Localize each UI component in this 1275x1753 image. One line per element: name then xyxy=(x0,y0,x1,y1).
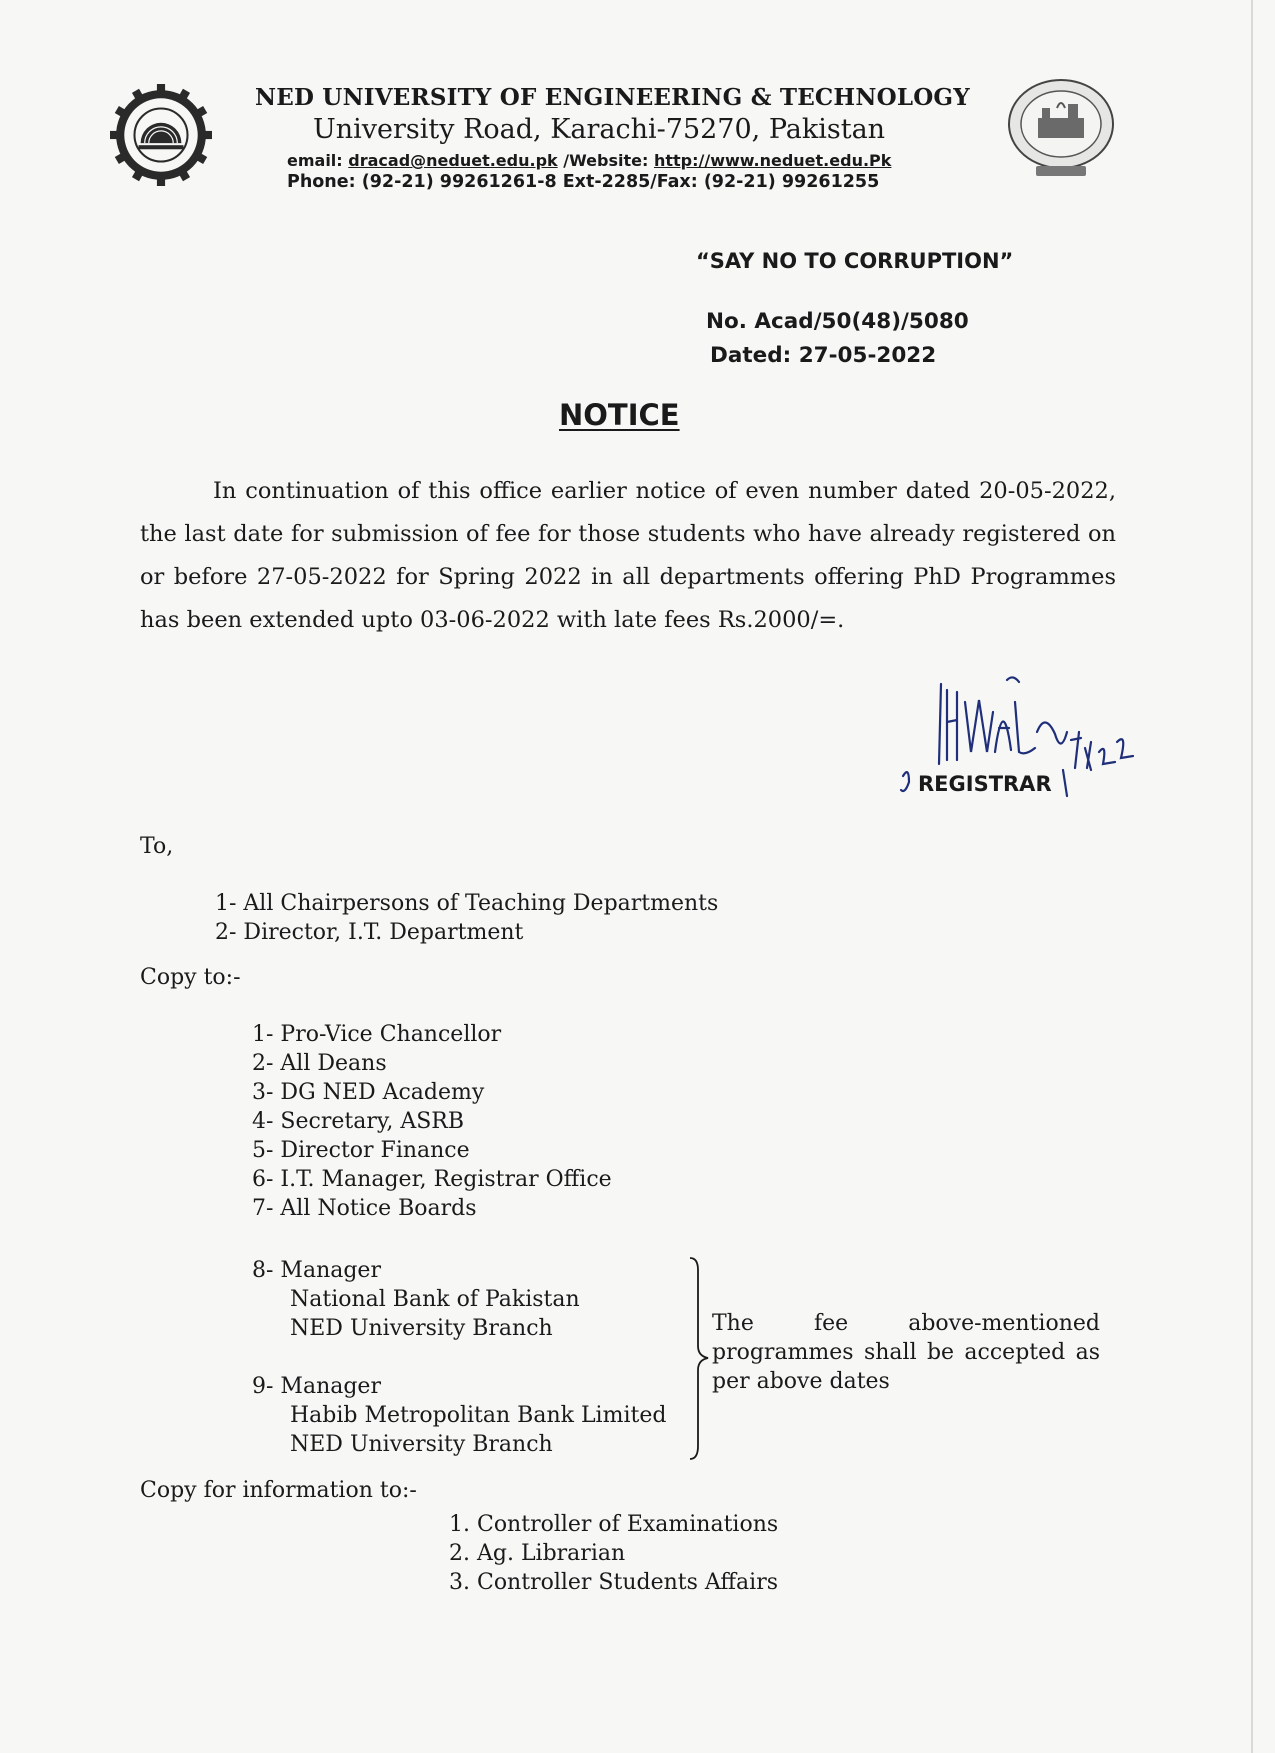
bracket-brace xyxy=(688,1256,714,1461)
list-item: 6- I.T. Manager, Registrar Office xyxy=(252,1167,612,1192)
reference-number: No. Acad/50(48)/5080 xyxy=(706,309,969,334)
copy-to-list xyxy=(252,1020,612,1223)
contact-line xyxy=(287,151,891,170)
list-item: 2- All Deans xyxy=(252,1051,387,1076)
university-address: University Road, Karachi-75270, Pakistan xyxy=(313,114,886,145)
to-label: To, xyxy=(140,834,174,859)
email-link[interactable]: dracad@neduet.edu.pk xyxy=(348,151,558,170)
list-item: 1. Controller of Examinations xyxy=(449,1512,779,1537)
bank-branch: NED University Branch xyxy=(290,1432,553,1457)
reference-date: Dated: 27-05-2022 xyxy=(710,343,937,368)
list-item: 7- All Notice Boards xyxy=(252,1196,477,1221)
copy-to-label: Copy to:- xyxy=(140,965,241,990)
notice-body: In continuation of this office earlier notice of even number dated 20-05-2022, the last date for submission of fee for those students who have already registered on or before 27-05-2022 for Spring 2022 in all departments offering PhD Programmes has been extended upto 03-06-2022 with late fees Rs.2000/=. xyxy=(140,478,1116,633)
centenary-logo xyxy=(1002,78,1120,178)
phone-fax-line: Phone: (92-21) 99261261-8 Ext-2285/Fax: (92-21) 99261255 xyxy=(287,172,880,192)
list-item: 4- Secretary, ASRB xyxy=(252,1109,465,1134)
email-label: email: xyxy=(287,151,343,170)
list-item: 3- DG NED Academy xyxy=(252,1080,485,1105)
bank-recipient-hmb xyxy=(252,1372,666,1459)
bank-title: 9- Manager xyxy=(252,1374,381,1399)
signatory-title: REGISTRAR xyxy=(918,772,1052,796)
copy-info-label: Copy for information to:- xyxy=(140,1478,417,1503)
website-label: /Website: xyxy=(563,151,649,170)
website-link[interactable]: http://www.neduet.edu.Pk xyxy=(653,151,892,170)
copy-info-list xyxy=(449,1510,778,1597)
list-item: 3. Controller Students Affairs xyxy=(449,1570,779,1595)
list-item: 1- All Chairpersons of Teaching Departments xyxy=(215,891,719,916)
page-edge xyxy=(1251,0,1253,1753)
university-name: NED UNIVERSITY OF ENGINEERING & TECHNOLOGY xyxy=(255,84,970,111)
to-list xyxy=(215,889,718,947)
list-item: 5- Director Finance xyxy=(252,1138,470,1163)
notice-title: NOTICE xyxy=(559,398,680,432)
bank-name: National Bank of Pakistan xyxy=(290,1287,580,1312)
bank-note: The fee above-mentioned programmes shall be accepted as per above dates xyxy=(712,1311,1100,1394)
bank-branch: NED University Branch xyxy=(290,1316,553,1341)
bank-name: Habib Metropolitan Bank Limited xyxy=(290,1403,667,1428)
list-item: 2. Ag. Librarian xyxy=(449,1541,626,1566)
list-item: 2- Director, I.T. Department xyxy=(215,920,524,945)
bank-title: 8- Manager xyxy=(252,1258,381,1283)
bank-recipient-nbp xyxy=(252,1256,580,1343)
slogan: “SAY NO TO CORRUPTION” xyxy=(696,249,1014,273)
ned-university-logo xyxy=(110,84,212,186)
list-item: 1- Pro-Vice Chancellor xyxy=(252,1022,502,1047)
